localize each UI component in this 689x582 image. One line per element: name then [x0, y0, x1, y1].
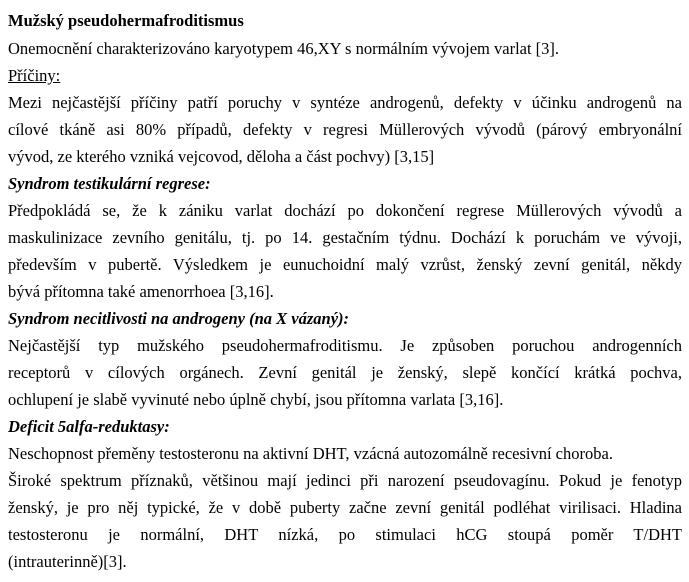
causes-line: Mezi nejčastější příčiny patří poruchy v syntéze androgenů, defekty v účinku androgenů na: [8, 93, 682, 112]
syndrome-androgen-insensitivity-title: Syndrom necitlivosti na androgeny (na X vázaný):: [8, 309, 350, 328]
deficit-5alfa-reductase-line: ženský, je pro něj typické, že v době puberty začne zevní genitál podléhat virilisaci. Hladina: [8, 498, 682, 517]
document-heading: Mužský pseudohermafroditismus: [8, 11, 244, 30]
causes-line: vývod, ze kterého vzniká vejcovod, děloha a část pochvy) [3,15]: [8, 147, 435, 166]
syndrome-testicular-regression-title: Syndrom testikulární regrese:: [8, 174, 211, 193]
intro-line: Onemocnění charakterizováno karyotypem 46,XY s normálním vývojem varlat [3].: [8, 39, 560, 58]
syndrome-androgen-insensitivity-line: receptorů v cílových orgánech. Zevní genitál je ženský, slepě končící krátká pochva,: [8, 363, 682, 382]
syndrome-testicular-regression-line: především v pubertě. Výsledkem je eunuchoidní malý vzrůst, ženský zevní genitál, někdy: [8, 255, 682, 274]
deficit-5alfa-reductase-line: testosteronu je normální, DHT nízká, po stimulaci hCG stoupá poměr T/DHT: [8, 525, 682, 544]
syndrome-testicular-regression-line: maskulinizace zevního genitálu, tj. po 14. gestačním týdnu. Dochází k poruchám ve vývoji,: [8, 228, 682, 247]
causes-label: Příčiny:: [8, 66, 61, 85]
syndrome-androgen-insensitivity-line: ochlupení je slabě vyvinuté nebo úplně chybí, jsou přítomna varlata [3,16].: [8, 390, 504, 409]
deficit-5alfa-reductase-line: Neschopnost přeměny testosteronu na aktivní DHT, vzácná autozomálně recesivní choroba.: [8, 444, 613, 463]
syndrome-androgen-insensitivity-line: Nejčastější typ mužského pseudohermafroditismu. Je způsoben poruchou androgenních: [8, 336, 682, 355]
syndrome-testicular-regression-line: bývá přítomna také amenorrhoea [3,16].: [8, 282, 274, 301]
deficit-5alfa-reductase-line: Široké spektrum příznaků, většinou mají jedinci při narození pseudovagínu. Pokud je fenotyp: [8, 471, 682, 490]
syndrome-testicular-regression-line: Předpokládá se, že k zániku varlat dochází po dokončení regrese Müllerových vývodů a: [8, 201, 682, 220]
deficit-5alfa-reductase-title: Deficit 5alfa-reduktasy:: [8, 417, 170, 436]
causes-line: cílové tkáně asi 80% případů, defekty v regresi Müllerových vývodů (párový embryonální: [8, 120, 682, 139]
deficit-5alfa-reductase-line: (intrauterinně)[3].: [8, 552, 127, 571]
